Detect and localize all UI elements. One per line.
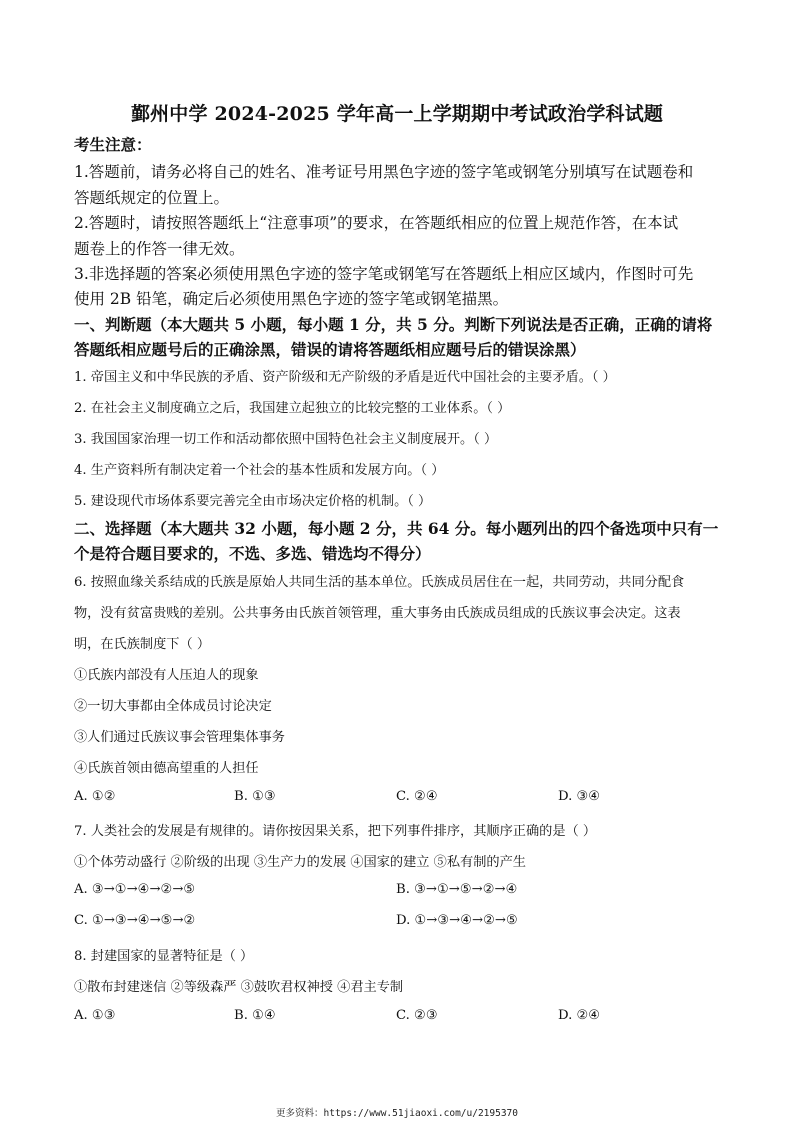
notice-line: 3.非选择题的答案必须使用黑色字迹的签字笔或钢笔写在答题纸上相应区域内，作图时可先: [74, 265, 694, 283]
section1-heading: 一、判断题（本大题共 5 小题，每小题 1 分，共 5 分。判断下列说法是否正确，正确的请将: [74, 315, 713, 334]
notice-line: 答题纸规定的位置上。: [74, 189, 230, 207]
question-6-stem: 6. 按照血缘关系结成的氏族是原始人共同生活的基本单位。氏族成员居住在一起，共同劳动，共同分配食: [74, 575, 685, 590]
question-2: 2. 在社会主义制度确立之后，我国建立起独立的比较完整的工业体系。（ ）: [74, 401, 511, 416]
question-6-option-d: D. ③④: [558, 789, 601, 804]
footer-link-text: 更多资料：https://www.51jiaoxi.com/u/2195370: [276, 1108, 518, 1119]
section2-heading: 二、选择题（本大题共 32 小题，每小题 2 分，共 64 分。每小题列出的四个备选项中只有一: [74, 519, 719, 538]
question-7-option-d: D. ①→③→④→②→⑤: [396, 913, 518, 928]
question-7-option-b: B. ③→①→⑤→②→④: [396, 882, 518, 897]
question-8-statements: ①散布封建迷信 ②等级森严 ③鼓吹君权神授 ④君主专制: [74, 980, 404, 995]
question-7-option-c: C. ①→③→④→⑤→②: [74, 913, 196, 928]
section1-heading: 答题纸相应题号后的正确涂黑，错误的请将答题纸相应题号后的错误涂黑）: [74, 340, 586, 359]
section2-heading: 个是符合题目要求的，不选、多选、错选均不得分）: [74, 544, 431, 563]
notice-heading: 考生注意：: [74, 135, 152, 154]
question-8-option-a: A. ①③: [74, 1008, 116, 1023]
question-6-statement: ①氏族内部没有人压迫人的现象: [74, 668, 259, 683]
question-6-option-b: B. ①③: [234, 789, 276, 804]
question-6-statement: ④氏族首领由德高望重的人担任: [74, 761, 259, 776]
question-6-stem: 物，没有贫富贵贱的差别。公共事务由氏族首领管理，重大事务由氏族成员组成的氏族议事会决定。这表: [74, 606, 681, 621]
notice-line: 1.答题前，请务必将自己的姓名、准考证号用黑色字迹的签字笔或钢笔分别填写在试题卷和: [74, 163, 694, 181]
question-1: 1. 帝国主义和中华民族的矛盾、资产阶级和无产阶级的矛盾是近代中国社会的主要矛盾。（ ）: [74, 370, 616, 385]
question-8-option-b: B. ①④: [234, 1008, 276, 1023]
question-7-stem: 7. 人类社会的发展是有规律的。请你按因果关系，把下列事件排序，其顺序正确的是（ ）: [74, 824, 597, 839]
question-8-option-d: D. ②④: [558, 1008, 601, 1023]
question-6-statement: ③人们通过氏族议事会管理集体事务: [74, 730, 285, 745]
question-8-option-c: C. ②③: [396, 1008, 438, 1023]
question-6-option-c: C. ②④: [396, 789, 438, 804]
question-5: 5. 建设现代市场体系要完善完全由市场决定价格的机制。（ ）: [74, 494, 432, 509]
question-6-stem: 明，在氏族制度下（ ）: [74, 637, 211, 652]
question-4: 4. 生产资料所有制决定着一个社会的基本性质和发展方向。（ ）: [74, 463, 445, 478]
question-8-stem: 8. 封建国家的显著特征是（ ）: [74, 949, 254, 964]
notice-line: 使用 2B 铅笔，确定后必须使用黑色字迹的签字笔或钢笔描黑。: [74, 290, 509, 308]
question-7-statements: ①个体劳动盛行 ②阶级的出现 ③生产力的发展 ④国家的建立 ⑤私有制的产生: [74, 855, 526, 870]
page-title: 鄞州中学 2024-2025 学年高一上学期期中考试政治学科试题: [130, 103, 664, 125]
question-3: 3. 我国国家治理一切工作和活动都依照中国特色社会主义制度展开。（ ）: [74, 432, 498, 447]
question-7-option-a: A. ③→①→④→②→⑤: [74, 882, 196, 897]
question-6-option-a: A. ①②: [74, 789, 116, 804]
question-6-statement: ②一切大事都由全体成员讨论决定: [74, 699, 272, 714]
notice-line: 题卷上的作答一律无效。: [74, 240, 245, 258]
notice-line: 2.答题时，请按照答题纸上“注意事项”的要求，在答题纸相应的位置上规范作答，在本试: [74, 214, 679, 232]
